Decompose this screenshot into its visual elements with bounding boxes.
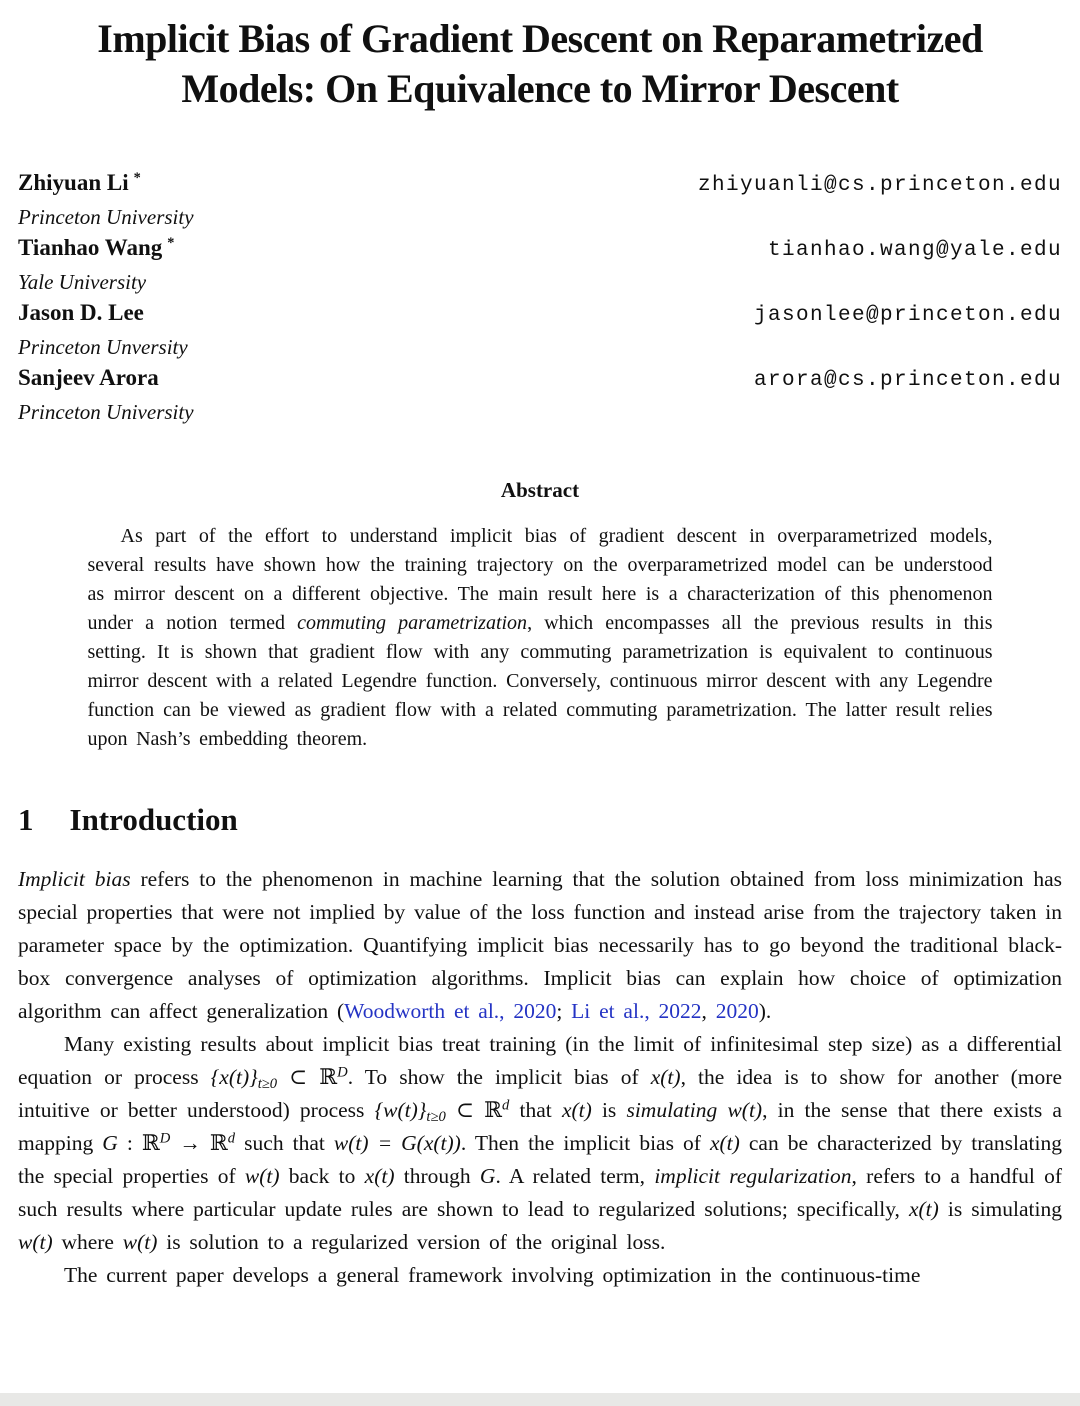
- text-segment: The current paper develops a general framework involving optimization in the continuous-time: [64, 1263, 921, 1287]
- author-email: arora@cs.princeton.edu: [753, 368, 1062, 392]
- text-segment: x(t): [650, 1065, 681, 1089]
- text-segment: back to: [279, 1164, 365, 1188]
- author-name-line: [18, 292, 1062, 332]
- text-segment: D: [159, 1130, 171, 1147]
- text-segment: w(t): [244, 1164, 280, 1188]
- text-segment: where: [52, 1230, 123, 1254]
- text-segment: simulating: [626, 1098, 718, 1122]
- text-segment: . A related term,: [495, 1164, 655, 1188]
- text-segment: w(t): [727, 1098, 763, 1122]
- text-segment: d: [227, 1130, 236, 1147]
- author-row: [18, 227, 1062, 292]
- text-segment: x(t): [709, 1131, 740, 1155]
- page-bottom-edge: [0, 1393, 1080, 1406]
- text-segment: . To show the implicit bias of: [347, 1065, 651, 1089]
- text-segment: As part of the effort to understand implicit bias of gradient descent in overparametrized models, several results have shown how the training trajectory on the overparametrized model can be understood as mirror descent on a different objective. The main result here is a characterization of this phenomenon under a notion termed: [87, 525, 993, 634]
- section-title: Introduction: [69, 802, 238, 837]
- text-segment: d: [502, 1097, 510, 1114]
- paper-title: [18, 14, 1062, 114]
- intro-paragraph-1: [18, 863, 1062, 1028]
- text-segment: , which encompasses all the previous results in this setting. It is shown that gradient flow with any commuting parametrization is equivalent to continuous mirror descent with a related Legendre function. Conversely, continuous mirror descent with any Legendre function can be viewed as gradient flow with a related commuting parametrization. The latter result relies upon Nash’s embedding theorem.: [87, 612, 993, 750]
- text-segment: can be characterized by translating the special properties of: [18, 1131, 1062, 1188]
- author-name: [18, 357, 164, 394]
- text-segment: w(t) = G(x(t)): [333, 1131, 461, 1155]
- text-segment: through: [394, 1164, 480, 1188]
- text-segment: commuting parametrization: [297, 612, 528, 634]
- text-segment: Implicit bias: [18, 867, 131, 891]
- text-segment: Many existing results about implicit bias treat training (in the limit of infinitesimal step size) as a differential equation or process: [18, 1032, 1062, 1089]
- author-affiliation: Princeton Unversity: [18, 334, 188, 359]
- text-segment: t≥0: [426, 1109, 446, 1126]
- page-content: [18, 14, 1062, 1292]
- authors-block: [18, 162, 1062, 422]
- intro-paragraph-2: [18, 1028, 1062, 1259]
- author-name-text: Zhiyuan Li: [18, 169, 129, 195]
- text-segment: x(t): [908, 1197, 939, 1221]
- section-number: 1: [18, 802, 34, 837]
- text-segment: that: [509, 1098, 562, 1122]
- author-name-line: [18, 357, 1062, 397]
- author-name: [18, 162, 141, 199]
- text-segment: G: [102, 1131, 118, 1155]
- citation-link[interactable]: Li et al., 2022: [571, 999, 702, 1023]
- intro-paragraph-3: [18, 1259, 1062, 1292]
- author-name: [18, 227, 174, 264]
- text-segment: x(t): [364, 1164, 395, 1188]
- author-name-text: Jason D. Lee: [18, 299, 144, 325]
- text-segment: ;: [556, 999, 572, 1023]
- text-segment: ⊂ ℝ: [277, 1065, 338, 1089]
- citation-link[interactable]: Woodworth et al., 2020: [344, 999, 557, 1023]
- text-segment: [717, 1098, 727, 1122]
- text-segment: D: [337, 1064, 348, 1081]
- text-segment: ⊂ ℝ: [445, 1098, 503, 1122]
- text-segment: , the idea is to show for another (more intuitive or better understood) process: [18, 1065, 1062, 1122]
- text-segment: such that: [235, 1131, 334, 1155]
- text-segment: , refers to a handful of such results where particular update rules are shown to lead to regularized solutions; specifically,: [18, 1164, 1062, 1221]
- author-affiliation: Princeton University: [18, 204, 194, 229]
- author-row: [18, 357, 1062, 422]
- equal-contribution-mark: *: [167, 235, 175, 251]
- text-segment: t≥0: [257, 1076, 278, 1093]
- text-segment: ).: [758, 999, 772, 1023]
- author-name-text: Sanjeev Arora: [18, 364, 159, 390]
- abstract-heading: Abstract: [500, 478, 580, 502]
- abstract-text: [88, 522, 993, 754]
- text-segment: is: [591, 1098, 627, 1122]
- text-segment: , in the sense that there exists a mapping: [18, 1098, 1062, 1155]
- text-segment: {w(t)}: [374, 1098, 427, 1122]
- author-affiliation: Yale University: [18, 269, 147, 294]
- equal-contribution-mark: *: [133, 170, 141, 186]
- text-segment: {x(t)}: [210, 1065, 258, 1089]
- text-segment: is simulating: [938, 1197, 1062, 1221]
- text-segment: is solution to a regularized version of the original loss.: [157, 1230, 666, 1254]
- paper-title-line-1: Implicit Bias of Gradient Descent on Reparametrized: [97, 16, 983, 61]
- text-segment: refers to the phenomenon in machine learning that the solution obtained from loss minimization has special properties that were not implied by value of the loss function and instead arise from the trajectory taken in parameter space by the optimization. Quantifying implicit bias necessarily has to go beyond the traditional black-box convergence analyses of optimization algorithms. Implicit bias can explain how choice of optimization algorithm can affect generalization (: [18, 867, 1062, 1023]
- paper-page: [0, 14, 1080, 1406]
- author-email: jasonlee@princeton.edu: [753, 303, 1062, 327]
- text-segment: w(t): [18, 1230, 53, 1254]
- text-segment: → ℝ: [170, 1131, 228, 1155]
- author-name-line: [18, 227, 1062, 267]
- text-segment: : ℝ: [117, 1131, 160, 1155]
- author-row: [18, 292, 1062, 357]
- text-segment: w(t): [122, 1230, 158, 1254]
- abstract-section: [88, 476, 993, 754]
- text-segment: implicit regularization: [654, 1164, 852, 1188]
- citation-link[interactable]: 2020: [715, 999, 759, 1023]
- text-segment: ,: [701, 999, 716, 1023]
- author-email: zhiyuanli@cs.princeton.edu: [697, 173, 1062, 197]
- text-segment: . Then the implicit bias of: [460, 1131, 710, 1155]
- author-name: [18, 292, 149, 329]
- paper-title-line-2: Models: On Equivalence to Mirror Descent: [181, 66, 899, 111]
- author-name-text: Tianhao Wang: [18, 234, 163, 260]
- author-row: [18, 162, 1062, 227]
- author-email: tianhao.wang@yale.edu: [767, 238, 1062, 262]
- author-name-line: [18, 162, 1062, 202]
- text-segment: G: [479, 1164, 496, 1188]
- text-segment: x(t): [561, 1098, 592, 1122]
- author-affiliation: Princeton University: [18, 399, 194, 424]
- section-1-heading: [18, 800, 1062, 840]
